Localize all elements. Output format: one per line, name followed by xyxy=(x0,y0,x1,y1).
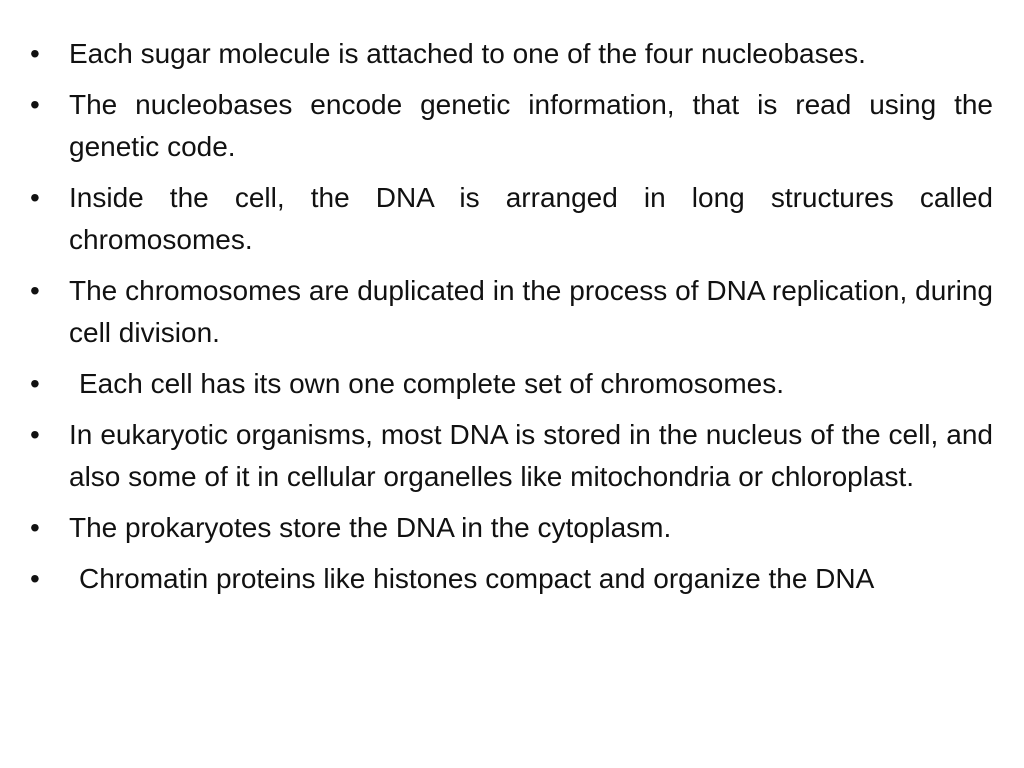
bullet-icon: • xyxy=(30,38,40,69)
list-item xyxy=(30,270,993,354)
list-item xyxy=(30,177,993,261)
bullet-text: Inside the cell, the DNA is arranged in long structures called chromosomes. xyxy=(69,182,993,255)
bullet-text: The nucleobases encode genetic information, that is read using the genetic code. xyxy=(69,89,993,162)
bullet-icon: • xyxy=(30,368,40,399)
bullet-icon: • xyxy=(30,563,40,594)
list-item xyxy=(30,33,993,75)
list-item xyxy=(30,414,993,498)
list-item xyxy=(30,558,993,600)
bullet-list xyxy=(30,33,993,609)
bullet-text: Each cell has its own one complete set of chromosomes. xyxy=(79,368,785,399)
list-item xyxy=(30,363,993,405)
bullet-icon: • xyxy=(30,89,40,120)
bullet-text: Chromatin proteins like histones compact and organize the DNA xyxy=(79,563,875,594)
bullet-icon: • xyxy=(30,512,40,543)
bullet-icon: • xyxy=(30,419,40,450)
bullet-icon: • xyxy=(30,182,40,213)
bullet-text: The chromosomes are duplicated in the process of DNA replication, during cell division. xyxy=(69,275,993,348)
bullet-text: In eukaryotic organisms, most DNA is stored in the nucleus of the cell, and also some of it in cellular organelles like mitochondria or chloroplast. xyxy=(69,419,993,492)
bullet-text: Each sugar molecule is attached to one of the four nucleobases. xyxy=(69,38,866,69)
list-item xyxy=(30,507,993,549)
bullet-icon: • xyxy=(30,275,40,306)
list-item xyxy=(30,84,993,168)
bullet-text: The prokaryotes store the DNA in the cytoplasm. xyxy=(69,512,672,543)
